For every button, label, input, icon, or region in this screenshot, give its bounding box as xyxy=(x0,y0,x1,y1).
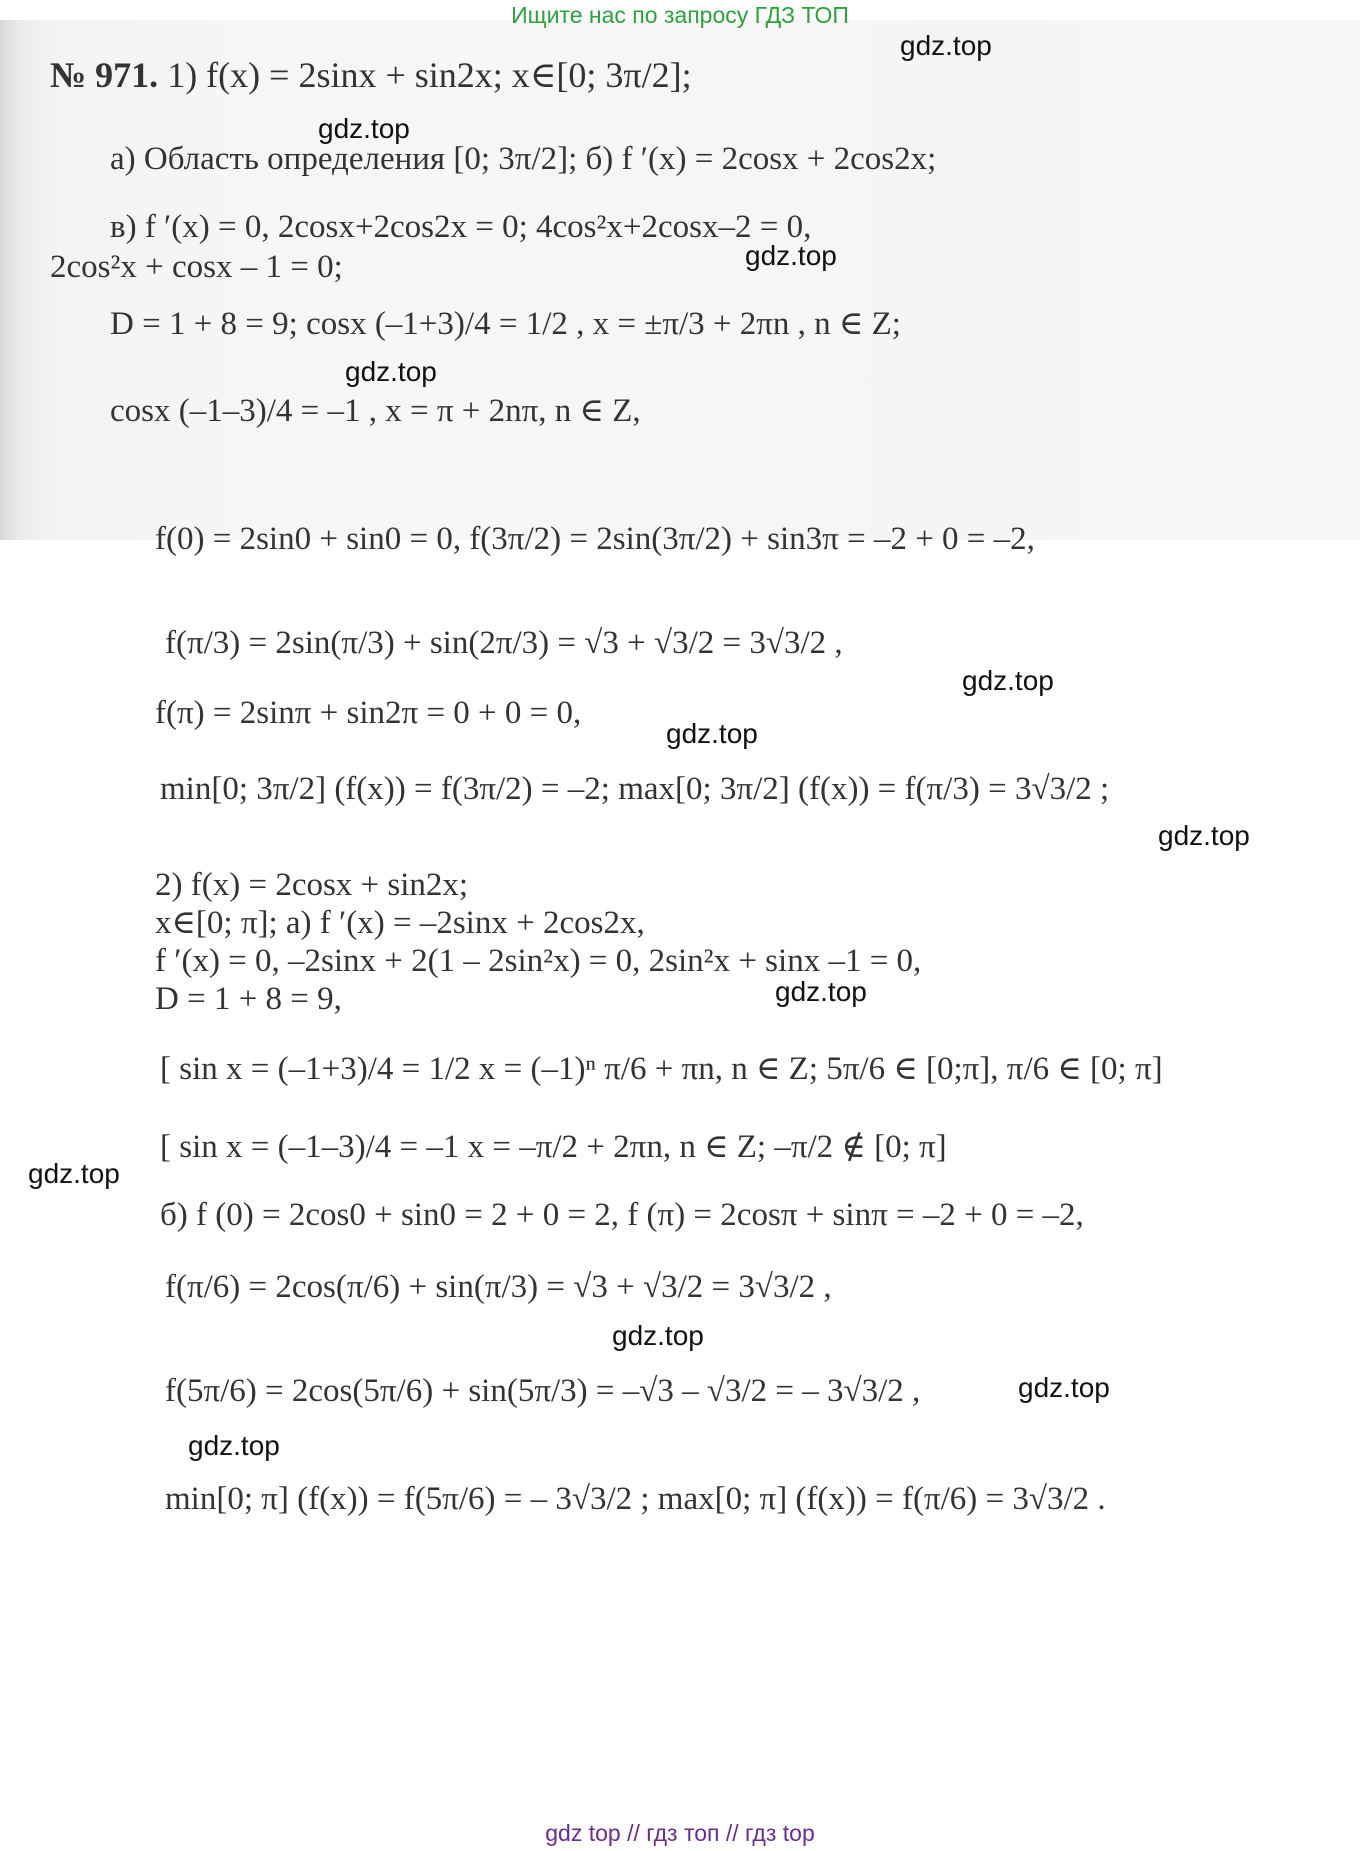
solution-line: D = 1 + 8 = 9, xyxy=(155,981,342,1017)
problem-statement: 1) f(x) = 2sinx + sin2x; x∈[0; 3π/2]; xyxy=(167,55,692,95)
solution-line: 2cos²x + cosx – 1 = 0; xyxy=(50,249,343,285)
solution-line: min[0; 3π/2] (f(x)) = f(3π/2) = –2; max[0; 3π/2] (f(x)) = f(π/3) = 3√3/2 ; xyxy=(160,771,1110,807)
solution-line: а) Область определения [0; 3π/2]; б) f ′(x) = 2cosx + 2cos2x; xyxy=(110,141,937,177)
solution-line: f ′(x) = 0, –2sinx + 2(1 – 2sin²x) = 0, 2sin²x + sinx –1 = 0, xyxy=(155,943,922,979)
search-banner[interactable]: Ищите нас по запросу ГДЗ ТОП xyxy=(511,2,849,28)
watermark: gdz.top xyxy=(28,1158,120,1189)
solution-line: min[0; π] (f(x)) = f(5π/6) = – 3√3/2 ; max[0; π] (f(x)) = f(π/6) = 3√3/2 . xyxy=(165,1481,1106,1517)
watermark: gdz.top xyxy=(666,718,758,749)
solution-line: [ sin x = (–1+3)/4 = 1/2 x = (–1)ⁿ π/6 + πn, n ∈ Z; 5π/6 ∈ [0;π], π/6 ∈ [0; π] xyxy=(160,1051,1163,1087)
watermark: gdz.top xyxy=(345,356,437,387)
solution-line: f(π/6) = 2cos(π/6) + sin(π/3) = √3 + √3/2 = 3√3/2 , xyxy=(165,1269,832,1305)
watermark: gdz.top xyxy=(612,1320,704,1351)
watermark: gdz.top xyxy=(775,976,867,1007)
solution-line: б) f (0) = 2cos0 + sin0 = 2 + 0 = 2, f (π) = 2cosπ + sinπ = –2 + 0 = –2, xyxy=(160,1197,1084,1233)
watermark: gdz.top xyxy=(1018,1372,1110,1403)
solution-line: f(0) = 2sin0 + sin0 = 0, f(3π/2) = 2sin(3π/2) + sin3π = –2 + 0 = –2, xyxy=(155,521,1035,557)
watermark: gdz.top xyxy=(1158,820,1250,851)
task-line xyxy=(50,54,692,96)
solution-line: [ sin x = (–1–3)/4 = –1 x = –π/2 + 2πn, n ∈ Z; –π/2 ∉ [0; π] xyxy=(160,1129,947,1165)
watermark: gdz.top xyxy=(962,665,1054,696)
solution-line: x∈[0; π]; а) f ′(x) = –2sinx + 2cos2x, xyxy=(155,905,645,941)
watermark: gdz.top xyxy=(900,30,992,61)
watermark: gdz.top xyxy=(318,113,410,144)
solution-line: cosx (–1–3)/4 = –1 , x = π + 2nπ, n ∈ Z, xyxy=(110,393,641,429)
solution-line: D = 1 + 8 = 9; cosx (–1+3)/4 = 1/2 , x = ±π/3 + 2πn , n ∈ Z; xyxy=(110,306,901,342)
solution-line: f(π/3) = 2sin(π/3) + sin(2π/3) = √3 + √3/2 = 3√3/2 , xyxy=(165,625,843,661)
solution-line: в) f ′(x) = 0, 2cosx+2cos2x = 0; 4cos²x+2cosx–2 = 0, xyxy=(110,209,812,245)
watermark: gdz.top xyxy=(188,1430,280,1461)
solution-line: f(π) = 2sinπ + sin2π = 0 + 0 = 0, xyxy=(155,695,582,731)
watermark: gdz.top xyxy=(745,240,837,271)
solution-line: f(5π/6) = 2cos(5π/6) + sin(5π/3) = –√3 – √3/2 = – 3√3/2 , xyxy=(165,1373,921,1409)
task-number: № 971. xyxy=(50,55,159,95)
footer-links[interactable]: gdz top // гдз топ // гдз top xyxy=(545,1820,815,1846)
solution-line: 2) f(x) = 2cosx + sin2x; xyxy=(155,867,469,903)
